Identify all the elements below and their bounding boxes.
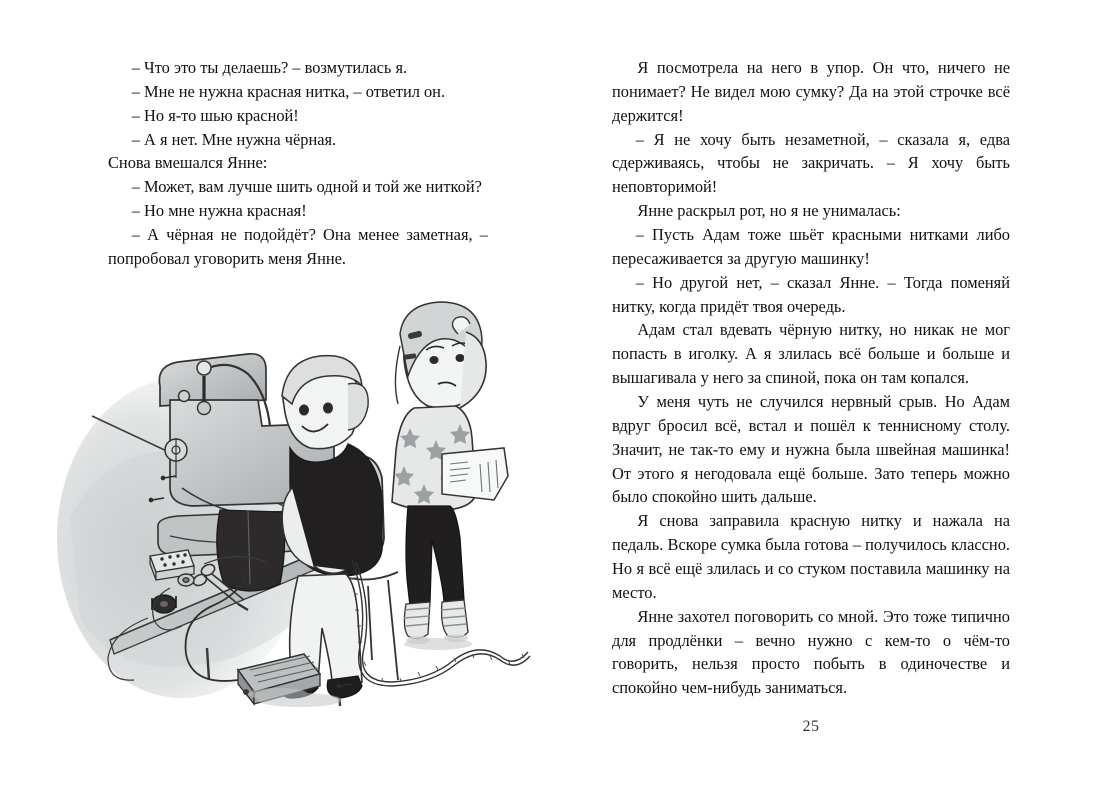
- paragraph: – А я нет. Мне нужна чёрная.: [131, 129, 337, 149]
- paragraph: Адам стал вдевать чёрную нитку, но никак не мог попасть в иголку. А я злилась всё больше и больше и вышагивала у него за спиной, пока он там копался.: [612, 320, 1010, 388]
- paragraph: Я снова заправила красную нитку и нажала на педаль. Вскоре сумка была готова – получилось классно. Но я всё ещё злилась и со стуком поставила машинку на место.: [612, 511, 1010, 602]
- left-page-text-column: [108, 56, 488, 271]
- page-number: 25: [802, 718, 820, 735]
- paragraph: Я посмотрела на него в упор. Он что, ничего не понимает? Не видел мою сумку? Да на этой строчке всё держится!: [612, 58, 1010, 125]
- paragraph: У меня чуть не случился нервный срыв. Но Адам вдруг бросил всё, встал и пошёл к теннисному столу. Значит, не так-то ему и нужна была швейная машинка! От этого я негодовала ещё больше. Зато теперь можно было спокойно шить дальше.: [612, 392, 1010, 507]
- boy-at-machine: [279, 356, 382, 698]
- dark-fabric-bag: [217, 510, 285, 591]
- paragraph: – Мне не нужна красная нитка, – ответил он.: [131, 81, 446, 101]
- paragraph: – Пусть Адам тоже шьёт красными нитками либо пересаживается за другую машинку!: [612, 225, 1010, 268]
- girl-with-fabric: [392, 302, 508, 644]
- girl-leggings: [406, 506, 464, 607]
- paragraph: Янне захотел поговорить со мной. Это тоже типично для продлёнки – вечно нужно с кем-то о чём-то говорить, нельзя просто побыть в одиночестве и спокойно чем-нибудь заниматься.: [612, 606, 1010, 698]
- held-fabric: [442, 448, 508, 500]
- paragraph: – А чёрная не подойдёт? Она менее заметная, – попробовал уговорить меня Янне.: [108, 225, 488, 268]
- paragraph: – Я не хочу быть незаметной, – сказала я, едва сдерживаясь, чтобы не закричать. – Я хочу быть неповторимой!: [612, 129, 1010, 197]
- paragraph: – Но я-то шью красной!: [131, 105, 299, 125]
- bobbin: [178, 574, 194, 586]
- paragraph: – Что это ты делаешь? – возмутилась я.: [131, 58, 408, 77]
- paragraph: Снова вмешался Янне:: [108, 153, 268, 173]
- paragraph: – Может, вам лучше шить одной и той же ниткой?: [131, 177, 482, 197]
- paragraph: – Но другой нет, – сказал Янне. – Тогда поменяй нитку, когда придёт твоя очередь.: [612, 272, 1010, 316]
- right-page-text-column: [612, 56, 1010, 700]
- chapter-illustration: [52, 288, 544, 712]
- paragraph: Янне раскрыл рот, но я не унималась:: [637, 201, 901, 221]
- thread-spool: [152, 595, 176, 613]
- paragraph: – Но мне нужна красная!: [131, 201, 307, 221]
